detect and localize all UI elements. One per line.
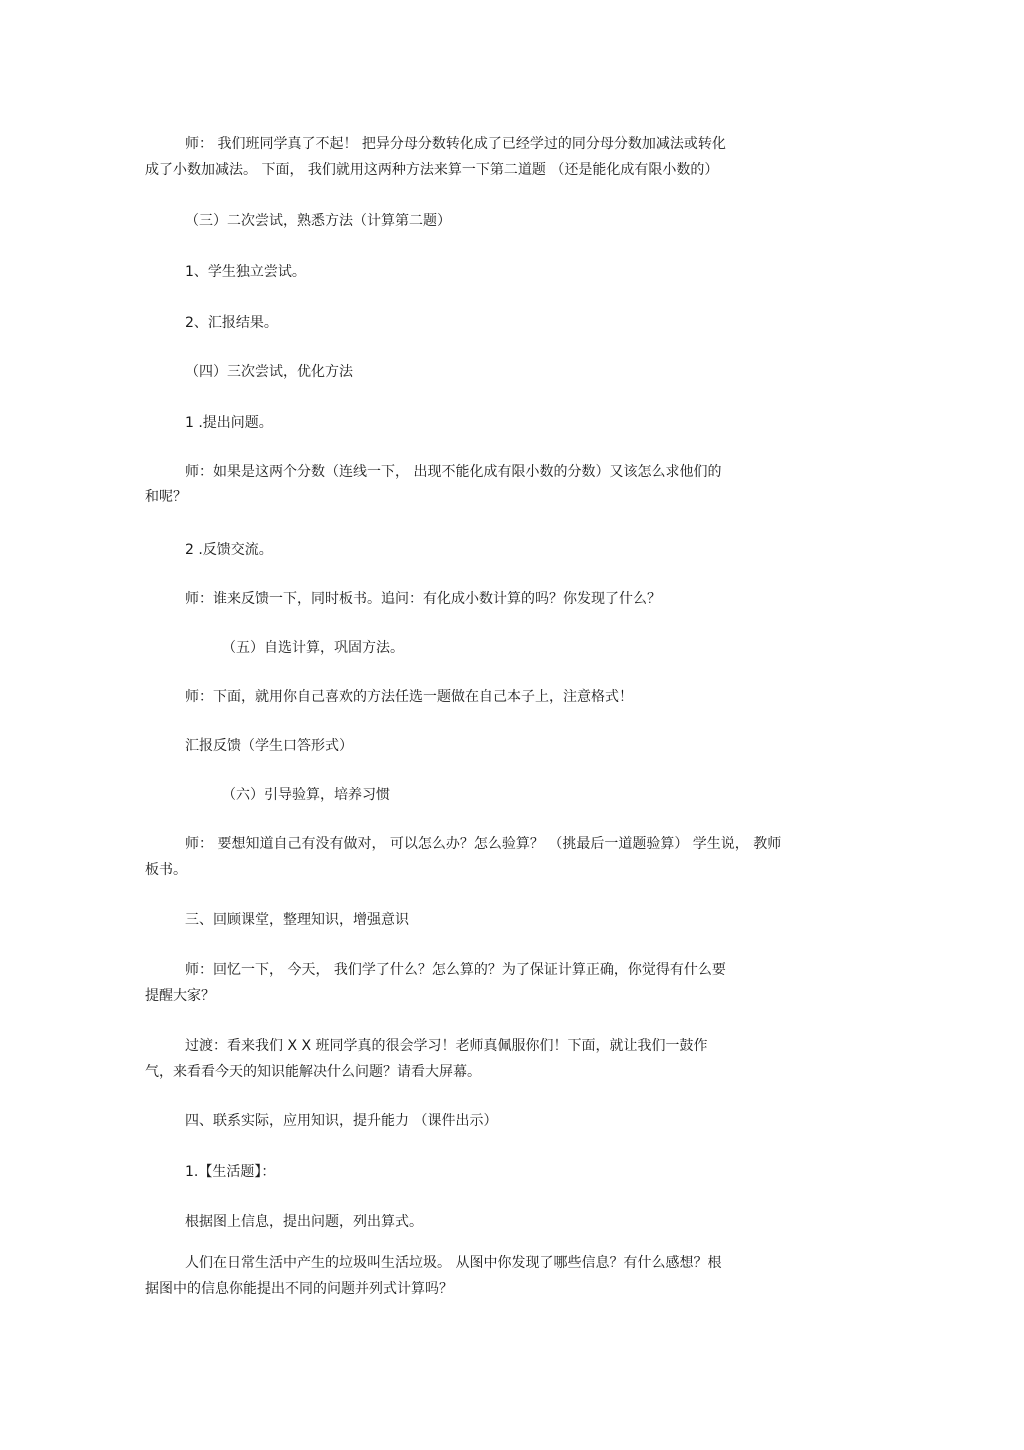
list-item-independent-attempt: 1、学生独立尝试。 bbox=[185, 264, 306, 280]
paragraph-teacher-followup: 师：谁来反馈一下，同时板书。追问：有化成小数计算的吗？你发现了什么？ bbox=[185, 591, 661, 607]
paragraph-teacher-praise-line-2: 成了小数加减法。 下面， 我们就用这两种方法来算一下第二道题 （还是能化成有限小数的） bbox=[145, 162, 719, 178]
section-heading-verification: （六）引导验算，培养习惯 bbox=[222, 787, 390, 803]
paragraph-teacher-verify-line-2: 板书。 bbox=[145, 862, 187, 878]
paragraph-transition-line-2: 气，来看看今天的知识能解决什么问题？请看大屏幕。 bbox=[145, 1064, 481, 1080]
list-item-raise-question: 1 .提出问题。 bbox=[185, 415, 273, 431]
section-heading-second-attempt: （三）二次尝试，熟悉方法（计算第二题） bbox=[185, 213, 451, 229]
section-heading-self-select: （五）自选计算，巩固方法。 bbox=[222, 640, 404, 656]
paragraph-transition-line-1: 过渡：看来我们 X X 班同学真的很会学习！老师真佩服你们！下面，就让我们一鼓作 bbox=[185, 1038, 708, 1054]
paragraph-teacher-praise-line-1: 师： 我们班同学真了不起！ 把异分母分数转化成了已经学过的同分母分数加减法或转化 bbox=[185, 136, 726, 152]
paragraph-teacher-question-line-2: 和呢？ bbox=[145, 489, 187, 505]
section-heading-review: 三、回顾课堂，整理知识，增强意识 bbox=[185, 912, 409, 928]
paragraph-teacher-instruction: 师：下面，就用你自己喜欢的方法任选一题做在自己本子上，注意格式！ bbox=[185, 689, 633, 705]
section-heading-third-attempt: （四）三次尝试，优化方法 bbox=[185, 364, 353, 380]
paragraph-teacher-question-line-1: 师：如果是这两个分数（连线一下， 出现不能化成有限小数的分数）又该怎么求他们的 bbox=[185, 464, 722, 480]
paragraph-teacher-recall-line-1: 师：回忆一下， 今天， 我们学了什么？怎么算的？为了保证计算正确，你觉得有什么要 bbox=[185, 962, 726, 978]
paragraph-teacher-recall-line-2: 提醒大家？ bbox=[145, 988, 215, 1004]
list-item-feedback-exchange: 2 .反馈交流。 bbox=[185, 542, 273, 558]
paragraph-report-feedback: 汇报反馈（学生口答形式） bbox=[185, 738, 353, 754]
list-item-life-problem: 1.【生活题】： bbox=[185, 1164, 276, 1180]
section-heading-application: 四、联系实际，应用知识，提升能力 （课件出示） bbox=[185, 1113, 498, 1129]
paragraph-task-instruction: 根据图上信息，提出问题，列出算式。 bbox=[185, 1214, 423, 1230]
paragraph-garbage-line-1: 人们在日常生活中产生的垃圾叫生活垃圾。 从图中你发现了哪些信息？有什么感想？根 bbox=[185, 1255, 722, 1271]
list-item-report-results: 2、汇报结果。 bbox=[185, 315, 278, 331]
paragraph-teacher-verify-line-1: 师： 要想知道自己有没有做对， 可以怎么办？怎么验算？ （挑最后一道题验算） 学生说， 教师 bbox=[185, 836, 782, 852]
paragraph-garbage-line-2: 据图中的信息你能提出不同的问题并列式计算吗？ bbox=[145, 1281, 453, 1297]
